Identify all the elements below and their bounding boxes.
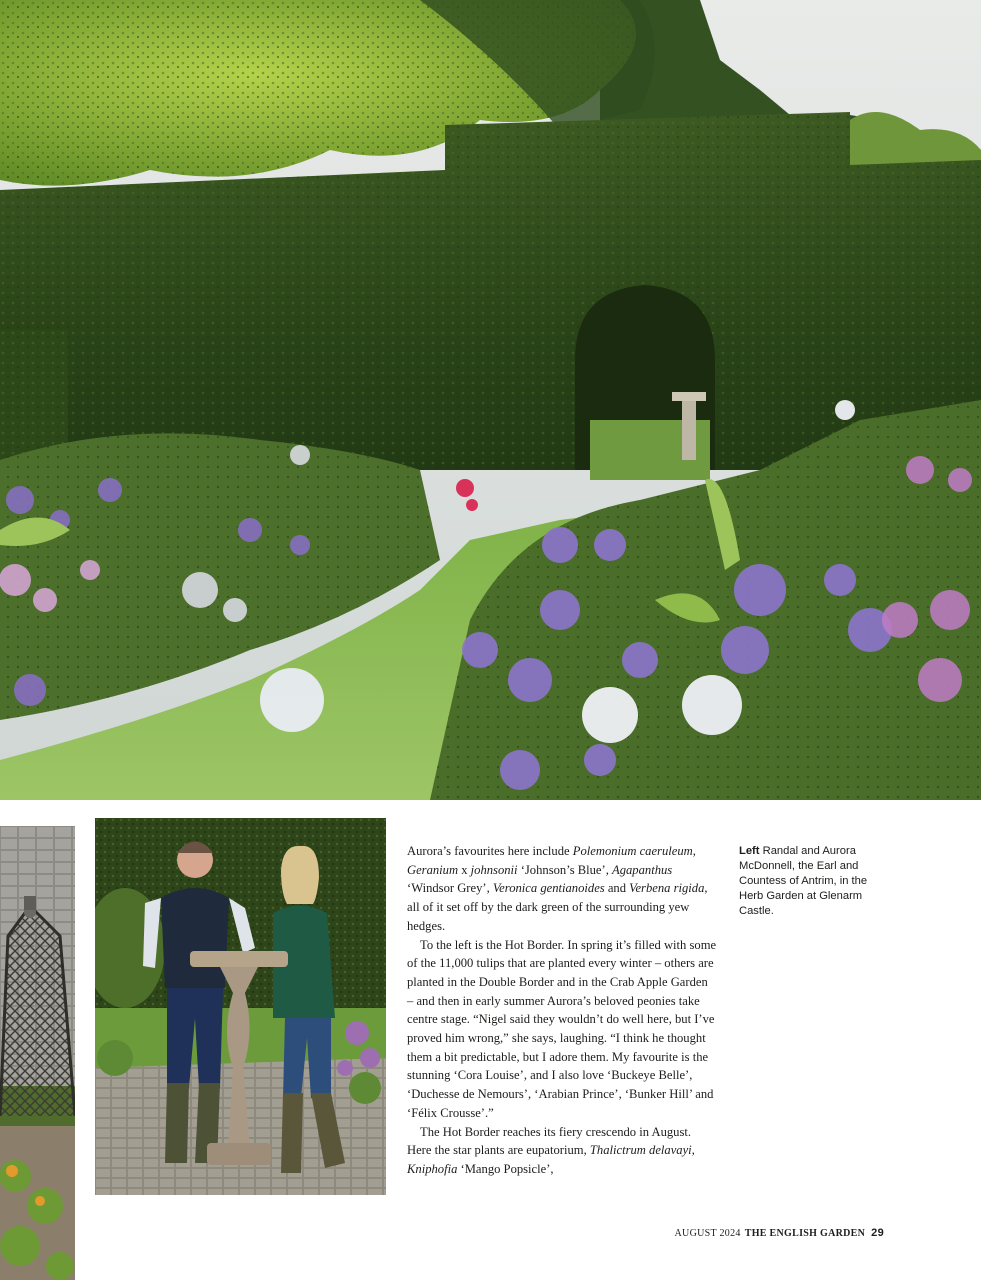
article-paragraph-1 [407, 842, 717, 936]
page-folio [675, 1227, 884, 1239]
text-run: and [604, 881, 630, 896]
caption-label: Left [739, 845, 760, 857]
plant-name: Agapanthus [612, 862, 673, 877]
plant-name: Veronica gentianoides [492, 881, 605, 896]
article-paragraph-2: To the left is the Hot Border. In spring it’s filled with some of the 11,000 tulips that are planted every winter – others are planted in the Double Border and in the Crab Apple Garden – and then in early summer Aurora’s beloved peonies take centre stage. “Nigel said they wouldn’t do well here, but I’ve proved him wrong,” she says, laughing. “I think he thought them a bit predictable, but I adore them. My favourite is the stunning ‘Cora Louise’, and I also love ‘Buckeye Belle’, ‘Duchesse de Nemours’, ‘Arabian Prince’, ‘Bunker Hill’ and ‘Félix Crousse’.” [407, 937, 717, 1120]
plant-name: Verbena rigida [629, 881, 705, 896]
text-run: The Hot Border reaches its fiery crescendo in August. Here the star plants are eupatorium, [407, 1124, 692, 1158]
portrait-photo [95, 818, 386, 1195]
side-photo [0, 826, 75, 1280]
plant-name: johnsonii [470, 862, 518, 877]
text-run: x [458, 862, 471, 877]
text-run: , [691, 1143, 695, 1158]
plant-name: Thalictrum delavayi [589, 1143, 692, 1158]
couple-sundial-photo-icon [95, 818, 386, 1195]
plant-name: Kniphofia [407, 1161, 458, 1176]
text-run: , all of it set off by the dark green of the surrounding yew hedges. [407, 881, 708, 933]
plant-name: Geranium [407, 862, 459, 877]
text-run: Aurora’s favourites here include [407, 844, 573, 858]
article-body [407, 842, 717, 1179]
stone-wall-obelisk-photo-icon [0, 826, 75, 1280]
issue-date: AUGUST 2024 [674, 1228, 741, 1239]
text-run: ‘Windsor Grey’, [407, 881, 493, 896]
text-run: , [692, 844, 696, 858]
text-run: ‘Mango Popsicle’, [457, 1161, 554, 1176]
plant-name: Polemonium caeruleum [572, 844, 693, 858]
text-run: ‘Johnson’s Blue’, [517, 862, 613, 877]
article-paragraph-3 [407, 1123, 717, 1179]
page-number: 29 [871, 1227, 884, 1239]
magazine-name: THE ENGLISH GARDEN [744, 1228, 866, 1239]
caption-text: Randal and Aurora McDonnell, the Earl and Countess of Antrim, in the Herb Garden at Glenarm Castle. [739, 845, 868, 917]
photo-caption [739, 844, 889, 919]
